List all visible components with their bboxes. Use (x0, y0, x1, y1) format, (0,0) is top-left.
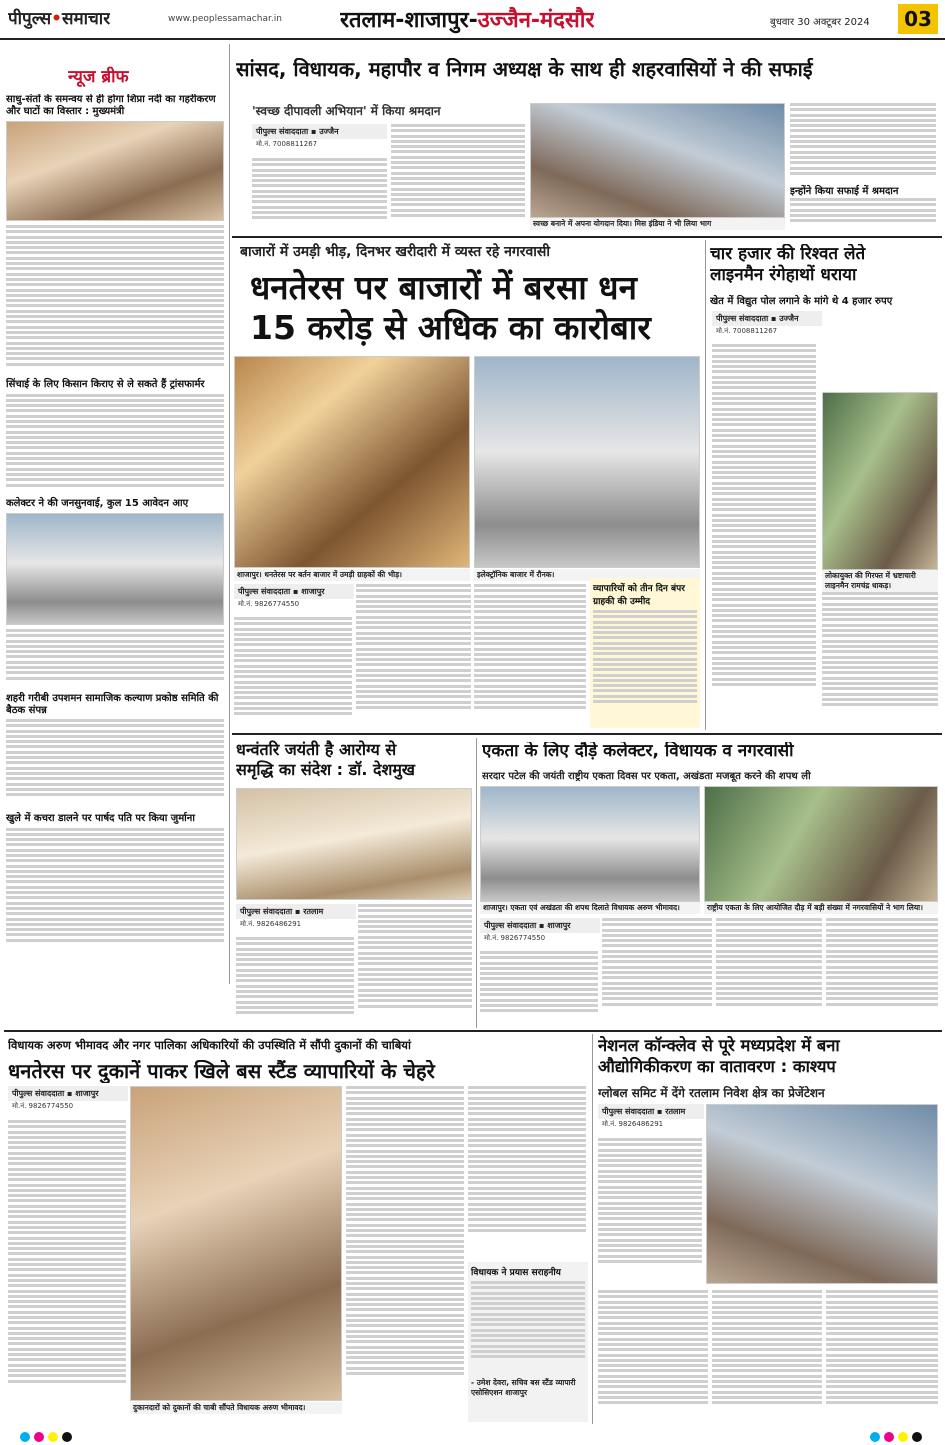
unity-caption-right: राष्ट्रीय एकता के लिए आयोजित दौड़ में बड़ी संख्या में नगरवासियों ने भाग लिया। (704, 902, 938, 914)
dhanteras-byline-box (234, 584, 354, 610)
top-story-headline[interactable]: सांसद, विधायक, महापौर व निगम अध्यक्ष के साथ ही शहरवासियों ने की सफाई (236, 58, 813, 81)
byline-name: पीपुल्स संवाददाता (256, 127, 309, 136)
dhanteras-headline-line1: धनतेरस पर बाजारों में बरसा धन (250, 268, 637, 307)
dhanvantari-headline-line2: समृद्धि का संदेश : डॉ. देशमुख (236, 760, 416, 779)
masthead (0, 0, 945, 40)
shops-mobile: मो.नं. 9826774550 (12, 1102, 74, 1110)
top-story-body-col3 (790, 103, 936, 187)
byline-place: उज्जैन (319, 127, 339, 136)
byline-place: रतलाम (303, 907, 324, 916)
top-story-rule (232, 236, 942, 238)
brand-left: पीपुल्स (8, 9, 52, 29)
conclave-meeting-photo (706, 1104, 938, 1284)
dhanteras-byline: पीपुल्स संवाददाता ▪ शाजापुर (234, 584, 354, 599)
saints-meeting-photo (6, 121, 224, 221)
shops-body-col2 (346, 1086, 464, 1421)
dhanvantari-headline-line1: धन्वंतरि जयंती है आरोग्य से (236, 740, 397, 759)
shops-byline: पीपुल्स संवाददाता ▪ शाजापुर (8, 1086, 128, 1101)
unity-headline[interactable]: एकता के लिए दौड़े कलेक्टर, विधायक व नगरवासी (482, 742, 794, 761)
conclave-body-col4 (826, 1290, 938, 1422)
shops-box-sign: - उमेश देवरा, सचिव बस स्टैंड व्यापारी एसोसिएशन शाजापुर (471, 1378, 576, 1397)
print-registration-strip (0, 1430, 945, 1445)
bribe-body-col1 (712, 344, 816, 728)
website-url[interactable]: www.peoplessamachar.in (168, 14, 282, 24)
dhanteras-caption-left: शाजापुर। धनतेरस पर बर्तन बाजार में उमड़ी ग्राहकों की भीड़। (234, 569, 470, 581)
byline-place: शाजापुर (547, 921, 571, 930)
dhanvantari-headline[interactable] (236, 740, 476, 780)
magenta-registration-dot (884, 1432, 894, 1442)
unity-byline: पीपुल्स संवाददाता ▪ शाजापुर (480, 918, 600, 933)
brief-body-4 (6, 719, 224, 809)
top-story-byline: पीपुल्स संवाददाता ▪ उज्जैन (252, 124, 387, 139)
unity-subhead: सरदार पटेल की जयंती राष्ट्रीय एकता दिवस पर एकता, अखंडता मजबूत करने की शपथ ली (482, 771, 811, 782)
conclave-byline: पीपुल्स संवाददाता ▪ रतलाम (598, 1104, 704, 1119)
page-number: 03 (898, 4, 938, 34)
section-title-red: उज्जैन-मंदसौर (477, 8, 595, 33)
unity-body-col4 (826, 918, 938, 1025)
yellow-registration-dot (898, 1432, 908, 1442)
dhanvantari-body-col2 (358, 904, 472, 1024)
dhanteras-body-col1 (234, 617, 352, 727)
column-rule (592, 1034, 593, 1424)
bribe-photo-caption: लोकायुक्त की गिरफ्त में भ्रष्टाचारी लाइनमैन रामचंद्र धाकड़। (822, 570, 938, 592)
byline-place: रतलाम (665, 1107, 686, 1116)
brief-body-2 (6, 394, 224, 494)
brief-headline-3[interactable]: कलेक्टर ने की जनसुनवाई, कुल 15 आवेदन आए (6, 497, 189, 509)
conclave-mobile: मो.नं. 9826486291 (602, 1120, 664, 1128)
dhanteras-mobile: मो.नं. 9826774550 (238, 600, 300, 608)
byline-place: शाजापुर (75, 1089, 99, 1098)
brief-headline-4[interactable]: शहरी गरीबी उपशमन सामाजिक कल्याण प्रकोष्ठ समिति की बैठक संपन्न (6, 693, 219, 716)
bottom-rule (4, 1030, 942, 1032)
bribe-mobile: मो.नं. 7008811267 (716, 327, 778, 335)
black-registration-dot (912, 1432, 922, 1442)
byline-place: शाजापुर (301, 587, 325, 596)
byline-name: पीपुल्स संवाददाता (716, 314, 769, 323)
shops-box-head: विधायक ने प्रयास सराहनीय (471, 1268, 561, 1278)
brief-headline-5[interactable]: खुले में कचरा डालने पर पार्षद पति पर किया जुर्माना (6, 813, 195, 824)
conclave-headline-line1: नेशनल कॉन्क्लेव से पूरे मध्यप्रदेश में बना (598, 1036, 840, 1055)
column-rule (705, 240, 706, 730)
byline-name: पीपुल्स संवाददाता (602, 1107, 655, 1116)
unity-caption-left: शाजापुर। एकता एवं अखंडता की शपथ दिलाते विधायक अरुण भीमावद। (480, 902, 700, 914)
section-title-black: रतलाम-शाजापुर- (340, 8, 478, 33)
byline-name: पीपुल्स संवाददाता (240, 907, 293, 916)
news-brief-column (6, 94, 224, 979)
dhanteras-headline[interactable] (250, 268, 700, 347)
byline-place: उज्जैन (779, 314, 799, 323)
top-story-kicker: 'स्वच्छ दीपावली अभियान' में किया श्रमदान (252, 104, 441, 118)
mid-rule (232, 733, 942, 735)
dhanvantari-byline: पीपुल्स संवाददाता ▪ रतलाम (236, 904, 356, 919)
bribe-byline-box (712, 311, 822, 337)
brief-headline-2[interactable]: सिंचाई के लिए किसान किराए से ले सकते हैं ट्रांसफार्मर (6, 379, 205, 390)
column-rule (476, 738, 477, 1028)
lineman-arrest-photo (822, 392, 938, 570)
cleanliness-drive-photo (530, 103, 785, 218)
unity-body-col3 (716, 918, 822, 1025)
conclave-body-col1 (598, 1138, 702, 1283)
conclave-body-col2 (598, 1290, 708, 1422)
bribe-body-col2 (822, 592, 938, 728)
bribe-headline[interactable] (710, 244, 940, 287)
shop-keys-handover-photo (130, 1086, 342, 1401)
dhanteras-body-col3 (474, 584, 586, 727)
cyan-registration-dot (870, 1432, 880, 1442)
bribe-subhead: खेत में विद्युत पोल लगाने के मांगे थे 4 हजार रुपए (710, 296, 893, 307)
unity-body-col1 (480, 951, 598, 1025)
dhanvantari-body-col1 (236, 937, 354, 1025)
conclave-headline-line2: औद्योगिकीकरण का वातावरण : काश्यप (598, 1056, 836, 1076)
bribe-byline: पीपुल्स संवाददाता ▪ उज्जैन (712, 311, 822, 326)
shops-kicker: विधायक अरुण भीमावद और नगर पालिका अधिकारियों की उपस्थिति में सौंपी दुकानों की चाबियां (8, 1038, 411, 1052)
byline-name: पीपुल्स संवाददाता (238, 587, 291, 596)
unity-body-col2 (602, 918, 712, 1025)
shops-box-body (471, 1281, 585, 1375)
top-story-body-col1 (252, 158, 387, 228)
dhanvantari-byline-box (236, 904, 356, 930)
section-title (340, 4, 594, 34)
dhanvantari-event-photo (236, 788, 472, 900)
brand-dot: • (51, 9, 62, 29)
public-hearing-photo (6, 513, 224, 625)
bribe-headline-line1: चार हजार की रिश्वत लेते (710, 244, 866, 264)
conclave-body-col3 (712, 1290, 822, 1422)
dhanteras-box-body (593, 610, 697, 720)
unity-mobile: मो.नं. 9826774550 (484, 934, 546, 942)
brand-right: समाचार (61, 9, 111, 29)
dhanteras-headline-line2: 15 करोड़ से अधिक का कारोबार (250, 307, 651, 347)
unity-byline-box (480, 918, 600, 944)
dhanteras-kicker: बाजारों में उमड़ी भीड़, दिनभर खरीदारी में व्यस्त रहे नगरवासी (240, 244, 551, 260)
shops-body-col1 (8, 1120, 126, 1420)
column-rule (229, 44, 230, 984)
black-registration-dot (62, 1432, 72, 1442)
conclave-headline[interactable] (598, 1036, 938, 1077)
magenta-registration-dot (34, 1432, 44, 1442)
bribe-headline-line2: लाइनमैन रंगेहाथों धराया (710, 265, 857, 286)
cyan-registration-dot (20, 1432, 30, 1442)
conclave-subhead: ग्लोबल समिट में देंगे रतलाम निवेश क्षेत्र का प्रेजेंटेशन (598, 1086, 825, 1100)
top-story-side-head: इन्होंने किया सफाई में श्रमदान (790, 186, 899, 197)
shops-byline-box (8, 1086, 128, 1112)
utensil-market-photo (234, 356, 470, 568)
shops-box (468, 1262, 588, 1422)
top-story-photo-caption: स्वच्छ बनाने में अपना योगदान दिया। मिस इंडिया ने भी लिया भाग (530, 218, 785, 230)
brief-body-1 (6, 225, 224, 375)
dateline: बुधवार 30 अक्टूबर 2024 (770, 17, 870, 28)
brief-body-5 (6, 828, 224, 958)
yellow-registration-dot (48, 1432, 58, 1442)
shops-body-col3 (468, 1086, 586, 1256)
dhanteras-caption-right: इलेक्ट्रॉनिक बाजार में रौनक। (474, 569, 700, 581)
brief-headline-1[interactable]: साधु-संतों के समन्वय से ही होगा शिप्रा नदी का गहरीकरण और घाटों का विस्तार : मुख्यमंत्री (6, 94, 216, 117)
news-brief-tag: न्यूज ब्रीफ (68, 67, 129, 87)
brief-body-3 (6, 629, 224, 689)
byline-name: पीपुल्स संवाददाता (484, 921, 537, 930)
brand-logo[interactable] (8, 6, 110, 29)
top-story-mobile: मो.नं. 7008811267 (256, 140, 318, 148)
dhanteras-body-col2 (356, 584, 471, 727)
conclave-byline-box (598, 1104, 704, 1130)
unity-oath-photo (480, 786, 700, 902)
top-story-side-body (790, 198, 936, 230)
top-story-body-col2 (391, 124, 525, 228)
dhanteras-box (590, 578, 700, 728)
dhanteras-box-head: व्यापारियों को तीन दिन बंपर ग्राहकी की उम्मीद (593, 584, 685, 607)
electronics-market-photo (474, 356, 700, 568)
unity-run-photo (704, 786, 938, 902)
shops-headline[interactable]: धनतेरस पर दुकानें पाकर खिले बस स्टैंड व्यापारियों के चेहरे (8, 1060, 435, 1083)
shops-photo-caption: दुकानदारों को दुकानों की चाबी सौंपते विधायक अरुण भीमावद। (130, 1402, 342, 1414)
top-story-byline-box (252, 124, 387, 150)
byline-name: पीपुल्स संवाददाता (12, 1089, 65, 1098)
dhanvantari-mobile: मो.नं. 9826486291 (240, 920, 302, 928)
